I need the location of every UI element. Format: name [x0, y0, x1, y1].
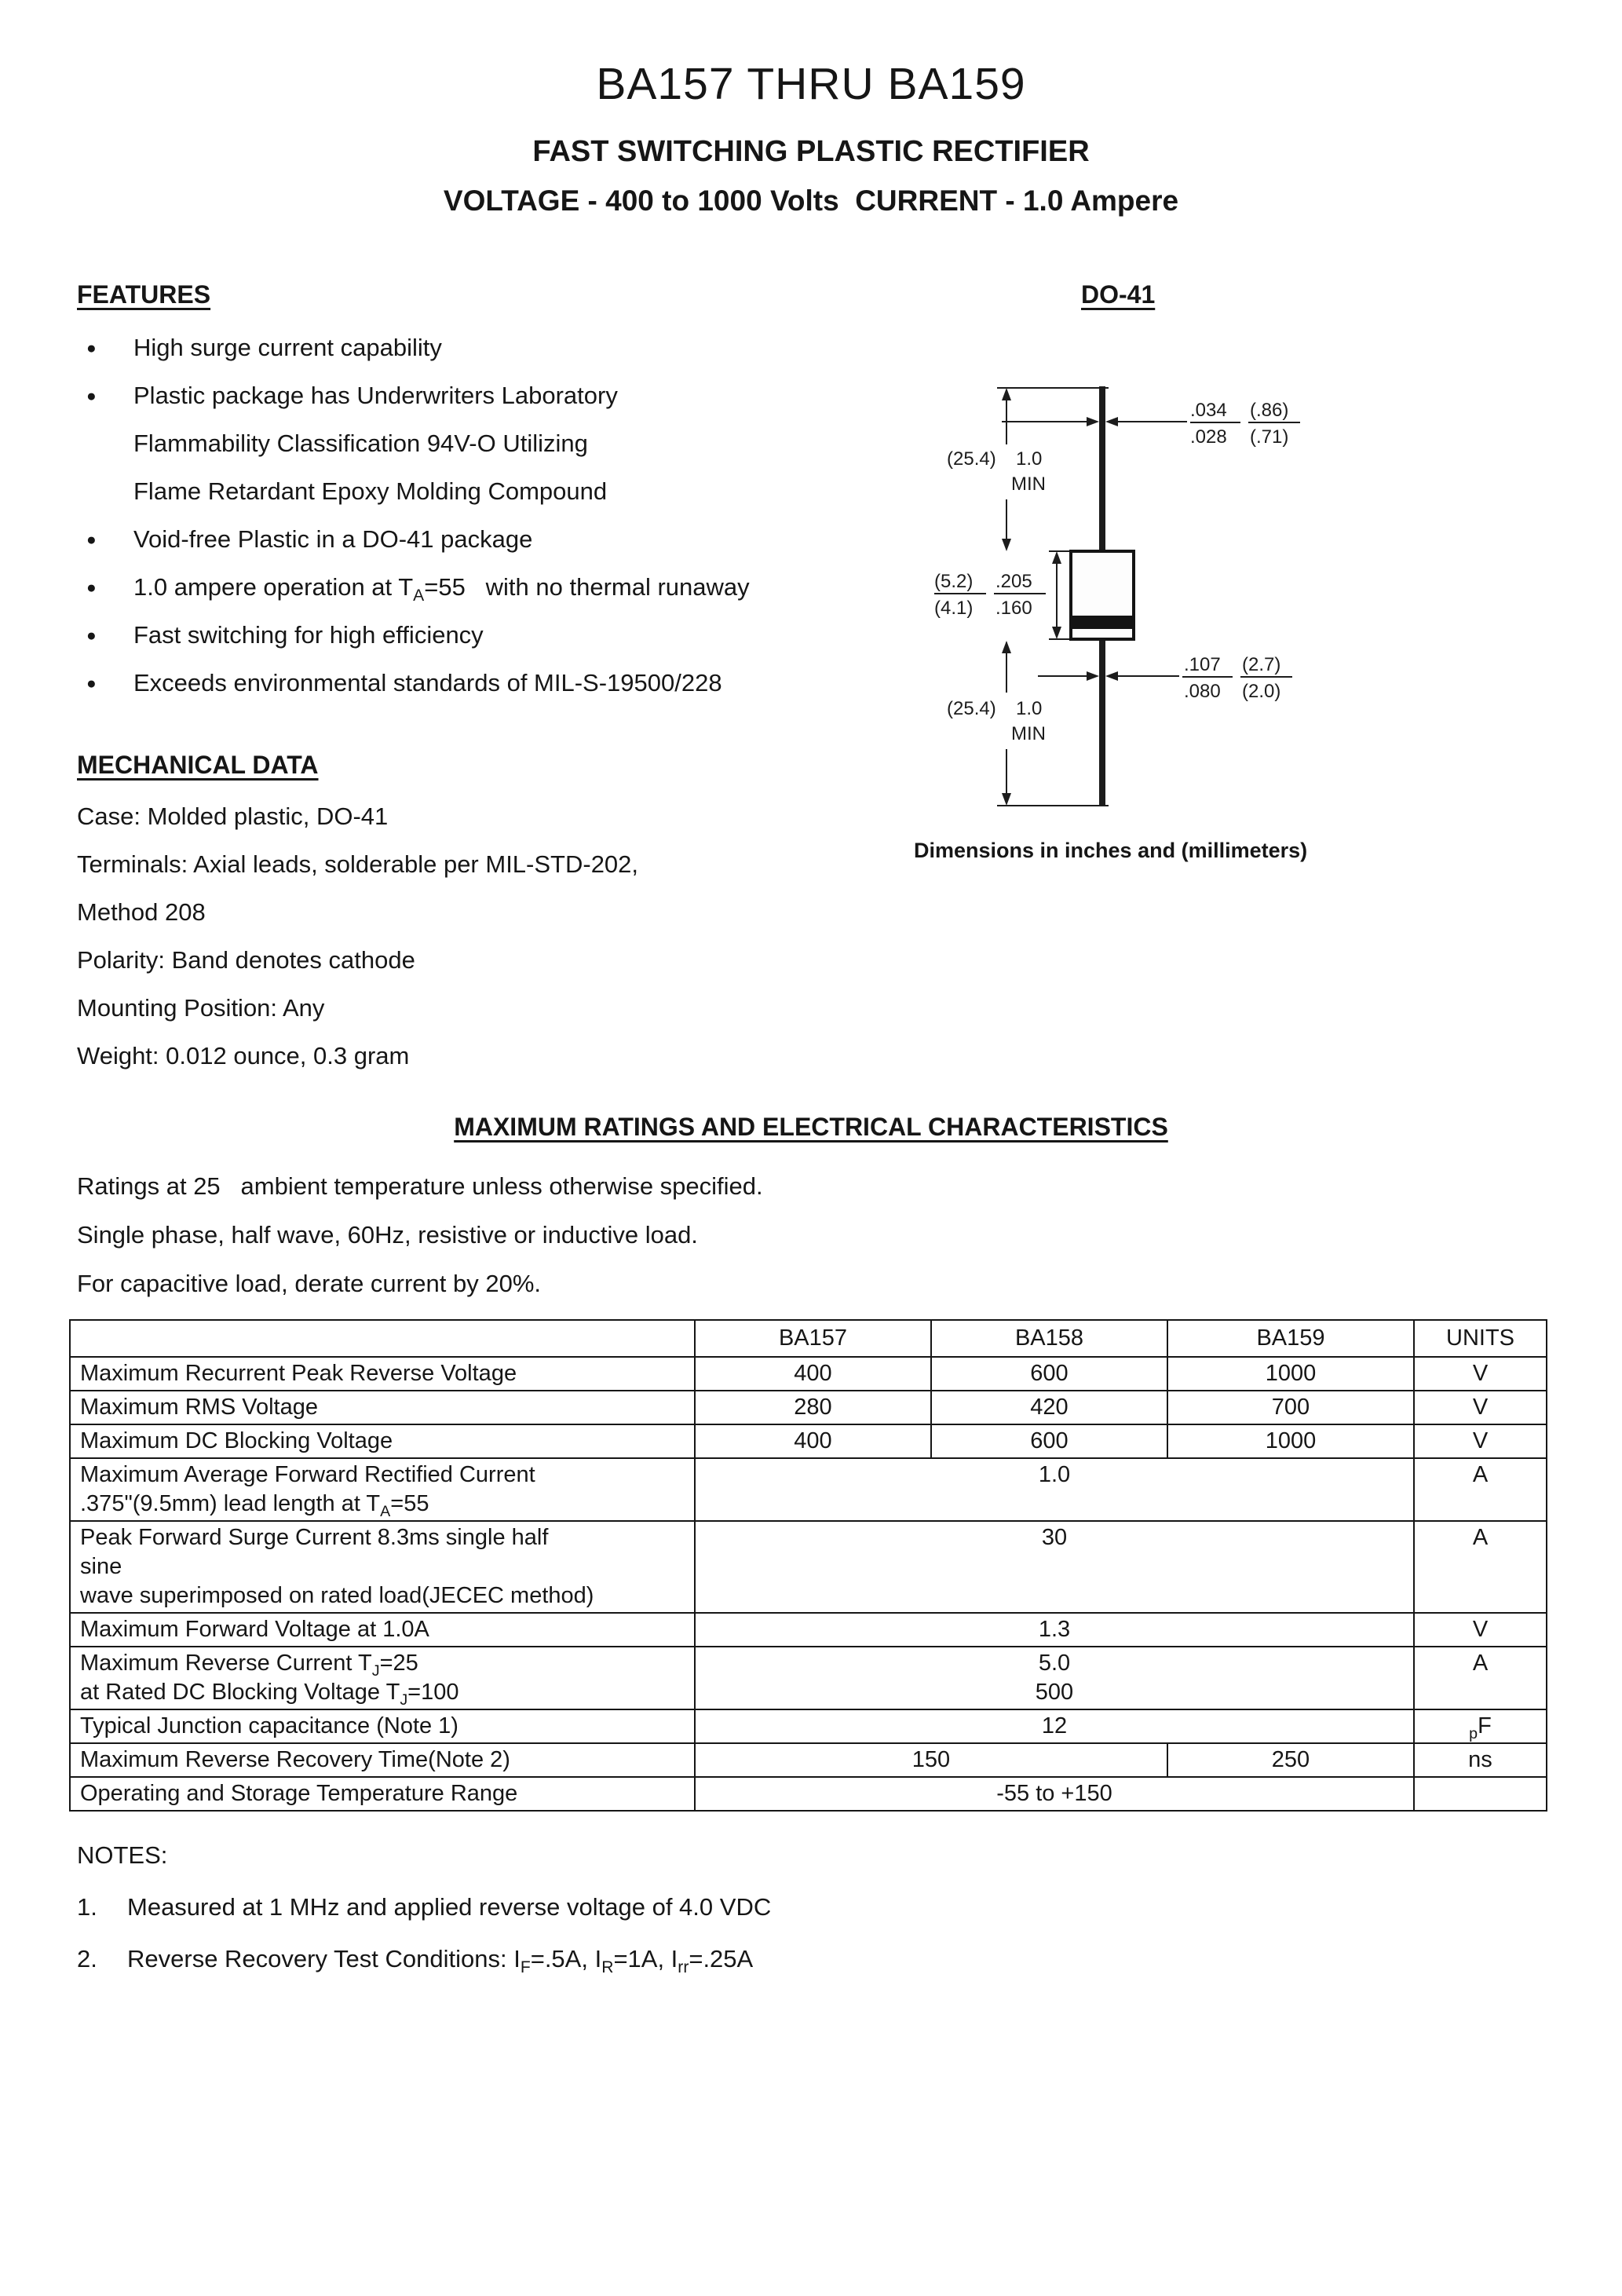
table-row [70, 1357, 1547, 1391]
units-cell: V [1414, 1391, 1547, 1424]
units-cell: A [1414, 1458, 1547, 1521]
feature-line: ● 1.0 ampere operation at $T_A=55$ with no thermal runaway [77, 563, 862, 611]
dim-label: .107 [1184, 654, 1221, 675]
feature-line: ● High surge current capability [77, 324, 862, 371]
table-header-row [70, 1320, 1547, 1357]
units-cell: ns [1414, 1743, 1547, 1777]
mechanical-line: Weight: 0.012 ounce, 0.3 gram [77, 1042, 410, 1069]
note-item [0, 1892, 1622, 1923]
package-heading: DO-41 [1081, 280, 1156, 309]
units-cell: V [1414, 1613, 1547, 1647]
ratings-heading-wrap [0, 1113, 1622, 1142]
dim-label: 1.0 [1016, 698, 1043, 719]
value-cell: 600 [931, 1424, 1167, 1458]
units-cell [1414, 1777, 1547, 1811]
mechanical-line: Terminals: Axial leads, solderable per MIL-STD-202, [77, 850, 639, 878]
table-row [70, 1647, 1547, 1709]
value-cell: 12 [695, 1709, 1414, 1743]
lead-top [1099, 386, 1105, 551]
table-row [70, 1458, 1547, 1521]
mechanical-data-list [77, 792, 862, 1080]
table-row [70, 1613, 1547, 1647]
dim-label: (2.0) [1242, 681, 1281, 702]
note-text: Measured at 1 MHz and applied reverse voltage of 4.0 VDC [127, 1893, 772, 1921]
note-text: Reverse Recovery Test Conditions: $I_F=.5A$, $I_R=1A$, $I_{rr}=.25A$ [127, 1945, 754, 1977]
table-row [70, 1777, 1547, 1811]
ratings-condition: For capacitive load, derate current by 20%. [77, 1270, 542, 1297]
arrowhead [1002, 388, 1011, 400]
param-cell: Maximum Reverse Recovery Time(Note 2) [70, 1743, 695, 1777]
feature-line: ● Exceeds environmental standards of MIL-S-19500/228 [77, 659, 862, 707]
feature-line: ● Fast switching for high efficiency [77, 611, 862, 659]
header-ba157: BA157 [695, 1320, 931, 1357]
header-ba158: BA158 [931, 1320, 1167, 1357]
dim-label: .205 [995, 571, 1032, 592]
header-units: UNITS [1414, 1320, 1547, 1357]
dim-label: MIN [1011, 473, 1046, 495]
value-cell: -55 to +150 [695, 1777, 1414, 1811]
mechanical-line: Mounting Position: Any [77, 994, 325, 1022]
value-cell: 600 [931, 1357, 1167, 1391]
param-cell: Maximum Recurrent Peak Reverse Voltage [70, 1357, 695, 1391]
two-column-section [0, 280, 1622, 1080]
dim-label: (.86) [1250, 400, 1289, 421]
note-item [0, 1943, 1622, 1975]
dimensions-caption: Dimensions in inches and (millimeters) [914, 839, 1308, 862]
value-cell: 30 [695, 1521, 1414, 1613]
param-cell: Typical Junction capacitance (Note 1) [70, 1709, 695, 1743]
units-cell: A [1414, 1521, 1547, 1613]
units-cell: V [1414, 1424, 1547, 1458]
param-cell: Maximum DC Blocking Voltage [70, 1424, 695, 1458]
value-cell: 400 [695, 1357, 931, 1391]
arrowhead [1105, 671, 1118, 681]
note-number: 1. [77, 1893, 97, 1921]
arrowhead [1002, 539, 1011, 551]
header-ba159: BA159 [1167, 1320, 1414, 1357]
units-cell: A [1414, 1647, 1547, 1709]
cathode-band [1072, 616, 1132, 629]
dim-label: (4.1) [934, 598, 974, 619]
dim-label: 1.0 [1016, 448, 1043, 470]
right-column [862, 280, 1622, 1080]
header-parameter [70, 1320, 695, 1357]
value-cell: 420 [931, 1391, 1167, 1424]
param-cell: Peak Forward Surge Current 8.3ms single half sine wave superimposed on rated load(JECEC method) [70, 1521, 695, 1613]
dim-label: .034 [1190, 400, 1227, 421]
arrowhead [1002, 641, 1011, 653]
doc-subtitle-specs: VOLTAGE - 400 to 1000 Volts CURRENT - 1.0 Ampere [443, 185, 1179, 217]
mechanical-line: Method 208 [77, 898, 206, 926]
dim-label: MIN [1011, 723, 1046, 744]
param-cell: Operating and Storage Temperature Range [70, 1777, 695, 1811]
dim-label: .028 [1190, 426, 1227, 448]
value-cell: 1.3 [695, 1613, 1414, 1647]
table-row [70, 1709, 1547, 1743]
feature-line-continued: Flame Retardant Epoxy Molding Compound [133, 477, 608, 505]
value-cell: 280 [695, 1391, 931, 1424]
arrowhead [1087, 417, 1099, 426]
arrowhead [1087, 671, 1099, 681]
dim-label: (25.4) [947, 698, 996, 719]
ratings-heading: MAXIMUM RATINGS AND ELECTRICAL CHARACTERISTICS [454, 1113, 1168, 1141]
lead-bottom [1099, 639, 1105, 806]
value-cell: 1.0 [695, 1458, 1414, 1521]
table-row [70, 1743, 1547, 1777]
do41-package-diagram [919, 385, 1421, 824]
table-row [70, 1391, 1547, 1424]
arrowhead [1002, 793, 1011, 806]
units-cell: V [1414, 1357, 1547, 1391]
dim-label: (5.2) [934, 571, 974, 592]
arrowhead [1052, 627, 1061, 639]
mechanical-data-heading: MECHANICAL DATA [77, 751, 319, 779]
doc-header [0, 0, 1622, 218]
mechanical-line: Polarity: Band denotes cathode [77, 946, 415, 974]
dim-label: (25.4) [947, 448, 996, 470]
feature-line: ● Void-free Plastic in a DO-41 package [77, 515, 862, 563]
ratings-conditions [0, 1162, 1622, 1308]
value-cell: 700 [1167, 1391, 1414, 1424]
ratings-condition: Ratings at 25 ambient temperature unless otherwise specified. [77, 1172, 763, 1200]
param-cell: Maximum Average Forward Rectified Current .375"(9.5mm) lead length at $T_A=55$ [70, 1458, 695, 1521]
ratings-table [69, 1319, 1547, 1812]
value-cell: 250 [1167, 1743, 1414, 1777]
arrowhead [1052, 551, 1061, 564]
features-list [77, 324, 862, 707]
dim-label: (.71) [1250, 426, 1289, 448]
notes-heading: NOTES: [77, 1841, 168, 1869]
ratings-condition: Single phase, half wave, 60Hz, resistive or inductive load. [77, 1221, 698, 1249]
feature-line: ● Plastic package has Underwriters Laboratory [77, 371, 862, 419]
param-cell: Maximum Reverse Current $T_J=25$ at Rated DC Blocking Voltage $T_J=100$ [70, 1647, 695, 1709]
doc-subtitle-type: FAST SWITCHING PLASTIC RECTIFIER [532, 135, 1090, 168]
value-cell: 400 [695, 1424, 931, 1458]
value-cell: 1000 [1167, 1357, 1414, 1391]
table-row [70, 1521, 1547, 1613]
value-cell: 1000 [1167, 1424, 1414, 1458]
param-cell: Maximum Forward Voltage at 1.0A [70, 1613, 695, 1647]
dim-label: .080 [1184, 681, 1221, 702]
value-cell: 5.0 500 [695, 1647, 1414, 1709]
dim-label: (2.7) [1242, 654, 1281, 675]
note-number: 2. [77, 1945, 97, 1972]
dim-label: .160 [995, 598, 1032, 619]
units-cell: $_p$F [1414, 1709, 1547, 1743]
feature-line-continued: Flammability Classification 94V-O Utilizing [133, 430, 588, 457]
arrowhead [1105, 417, 1118, 426]
features-heading: FEATURES [77, 280, 211, 309]
mechanical-line: Case: Molded plastic, DO-41 [77, 803, 389, 830]
param-cell: Maximum RMS Voltage [70, 1391, 695, 1424]
left-column [77, 280, 862, 1080]
value-cell: 150 [695, 1743, 1167, 1777]
doc-title: BA157 THRU BA159 [596, 59, 1026, 109]
table-row [70, 1424, 1547, 1458]
